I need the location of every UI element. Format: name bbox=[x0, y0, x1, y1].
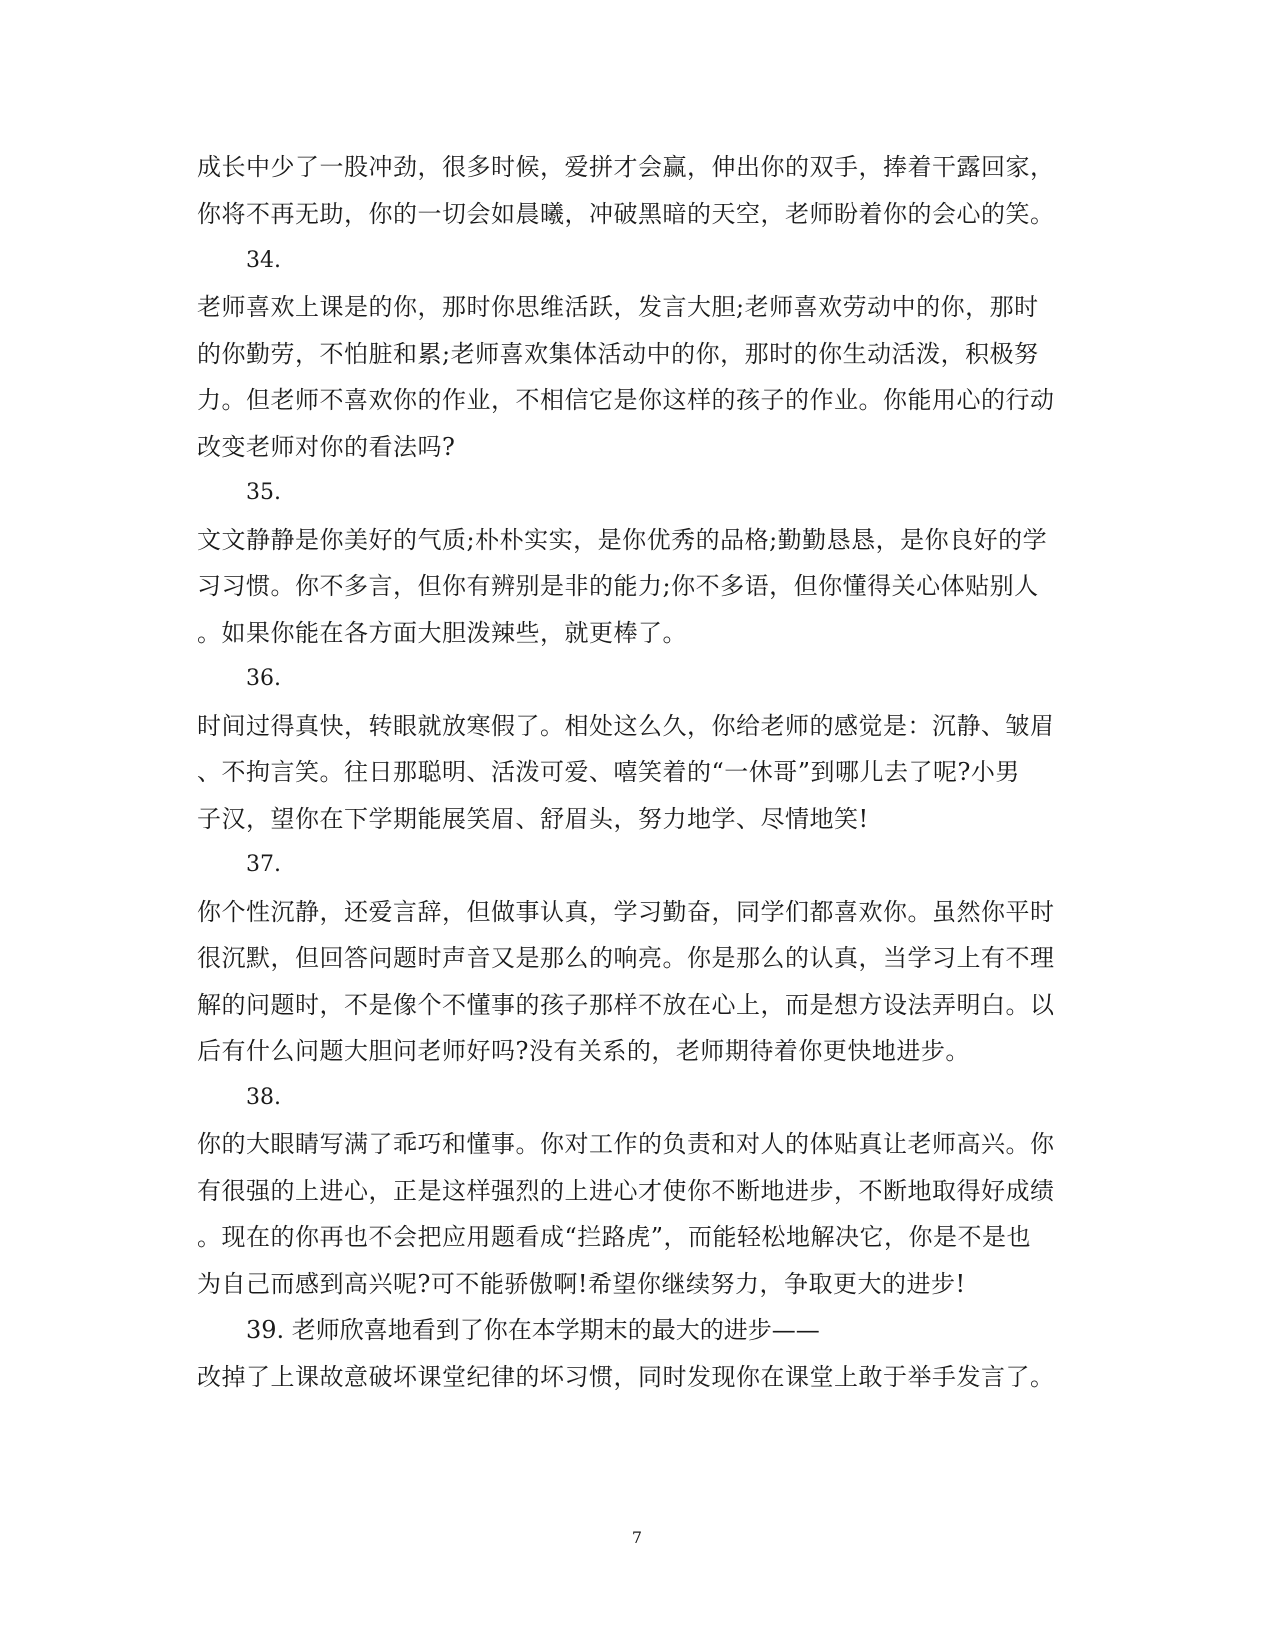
item-number: 39. 老师欣喜地看到了你在本学期末的最大的进步—— bbox=[246, 1316, 820, 1344]
text-line: 你个性沉静，还爱言辞，但做事认真，学习勤奋，同学们都喜欢你。虽然你平时 bbox=[197, 898, 1055, 926]
item-number: 35. bbox=[246, 480, 281, 505]
page-number: 7 bbox=[631, 1528, 643, 1547]
text-line: 为自己而感到高兴呢?可不能骄傲啊!希望你继续努力，争取更大的进步! bbox=[197, 1270, 966, 1298]
text-line: 力。但老师不喜欢你的作业，不相信它是你这样的孩子的作业。你能用心的行动 bbox=[197, 386, 1055, 414]
item-number: 37. bbox=[246, 852, 281, 877]
text-line: 的你勤劳，不怕脏和累;老师喜欢集体活动中的你，那时的你生动活泼，积极努 bbox=[197, 340, 1039, 368]
text-line: 。现在的你再也不会把应用题看成“拦路虎”，而能轻松地解决它，你是不是也 bbox=[197, 1223, 1032, 1251]
text-line: 。如果你能在各方面大胆泼辣些，就更棒了。 bbox=[197, 619, 687, 647]
text-line: 文文静静是你美好的气质;朴朴实实，是你优秀的品格;勤勤恳恳，是你良好的学 bbox=[197, 526, 1048, 554]
text-line: 有很强的上进心，正是这样强烈的上进心才使你不断地进步，不断地取得好成绩 bbox=[197, 1177, 1055, 1205]
item-number: 34. bbox=[246, 248, 281, 273]
text-line: 成长中少了一股冲劲，很多时候，爱拼才会赢，伸出你的双手，捧着干露回家， bbox=[197, 153, 1055, 181]
text-line: 你将不再无助，你的一切会如晨曦，冲破黑暗的天空，老师盼着你的会心的笑。 bbox=[197, 200, 1055, 228]
text-line: 老师喜欢上课是的你，那时你思维活跃，发言大胆;老师喜欢劳动中的你，那时 bbox=[197, 293, 1039, 321]
text-line: 后有什么问题大胆问老师好吗?没有关系的，老师期待着你更快地进步。 bbox=[197, 1037, 970, 1065]
text-line: 改变老师对你的看法吗? bbox=[197, 433, 456, 461]
text-line: 习习惯。你不多言，但你有辨别是非的能力;你不多语，但你懂得关心体贴别人 bbox=[197, 572, 1039, 600]
item-number: 36. bbox=[246, 666, 281, 691]
text-line: 、不拘言笑。往日那聪明、活泼可爱、嘻笑着的“一休哥”到哪儿去了呢?小男 bbox=[197, 758, 1020, 786]
text-line: 很沉默，但回答问题时声音又是那么的响亮。你是那么的认真，当学习上有不理 bbox=[197, 944, 1055, 972]
text-line: 时间过得真快，转眼就放寒假了。相处这么久，你给老师的感觉是：沉静、皱眉 bbox=[197, 712, 1055, 740]
text-line: 你的大眼睛写满了乖巧和懂事。你对工作的负责和对人的体贴真让老师高兴。你 bbox=[197, 1130, 1055, 1158]
text-line: 子汉，望你在下学期能展笑眉、舒眉头，努力地学、尽情地笑! bbox=[197, 805, 869, 833]
text-line: 解的问题时，不是像个不懂事的孩子那样不放在心上，而是想方设法弄明白。以 bbox=[197, 991, 1055, 1019]
text-line: 改掉了上课故意破坏课堂纪律的坏习惯，同时发现你在课堂上敢于举手发言了。 bbox=[197, 1363, 1055, 1391]
item-number: 38. bbox=[246, 1085, 281, 1110]
